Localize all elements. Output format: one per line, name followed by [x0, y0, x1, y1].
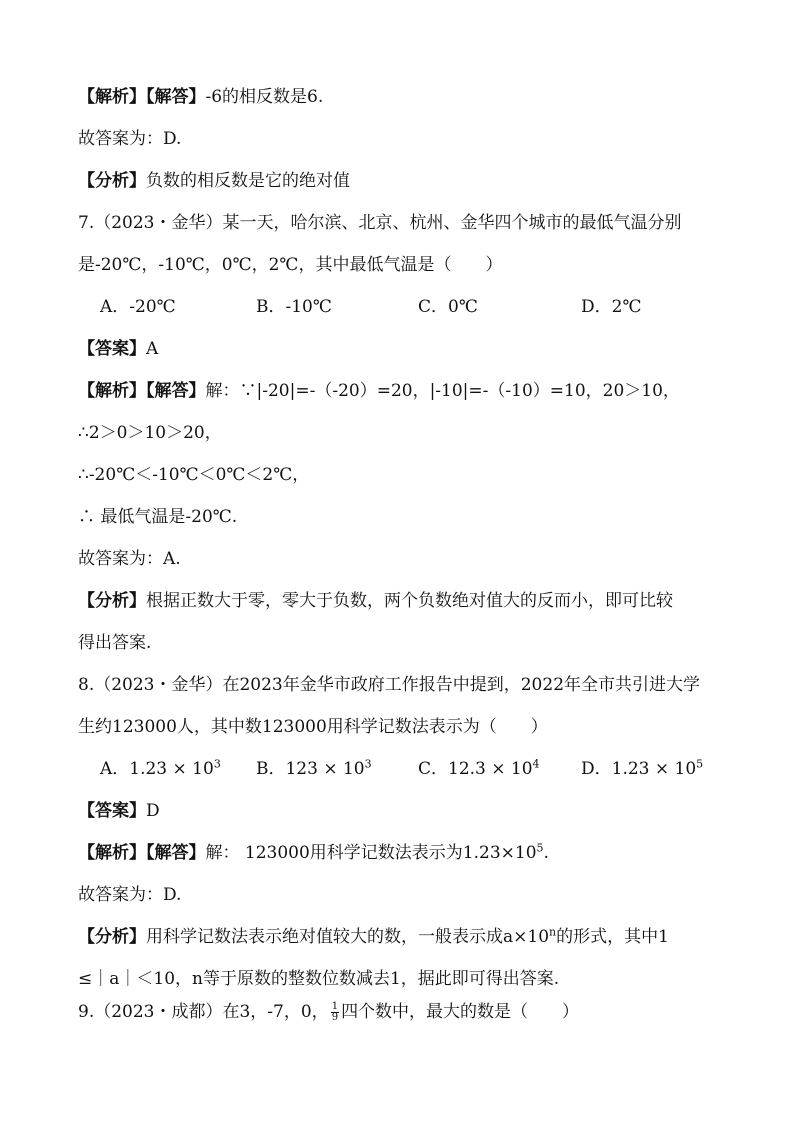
q7-solution-line4: ∴ 最低气温是-20℃.	[78, 507, 238, 527]
q8-answer-value: D	[146, 801, 160, 821]
analysis-note-text: 负数的相反数是它的绝对值	[146, 171, 350, 191]
question-7-stem-line1: 7.（2023・金华）某一天，哈尔滨、北京、杭州、金华四个城市的最低气温分别	[78, 213, 682, 233]
q8-option-d-base: D．1.23 × 10	[581, 759, 697, 779]
q8-solution-line1	[78, 842, 754, 864]
q8-analysis-text-a: 用科学记数法表示绝对值较大的数，一般表示成a×10	[146, 927, 550, 947]
q9-fraction	[331, 1002, 339, 1023]
q8-option-a-base: A．1.23 × 10	[100, 759, 214, 779]
q8-solution-exp: 5	[536, 841, 544, 855]
q8-option-c-base: C．12.3 × 10	[418, 759, 533, 779]
analysis-text: -6的相反数是6.	[205, 87, 324, 107]
q8-analysis-exp: n	[549, 925, 557, 939]
q7-analysis-line1	[78, 590, 754, 612]
q9-fraction-denominator: 9	[331, 1012, 339, 1023]
q7-answer-tag: 【答案】	[78, 339, 146, 359]
q8-analysis-tag: 【分析】	[78, 927, 146, 947]
q8-option-c	[418, 758, 540, 780]
q9-fraction-numerator: 1	[331, 1001, 339, 1012]
q7-solution-line2: ∴2＞0＞10＞20，	[78, 423, 222, 443]
q8-analysis-text-b: 的形式，其中1	[556, 927, 669, 947]
question-9-stem	[78, 1001, 754, 1023]
q8-solution-tag: 【解析】【解答】	[78, 843, 206, 863]
q7-option-b: B．-10℃	[256, 297, 332, 317]
q8-analysis-line2: ≤｜a｜＜10，n等于原数的整数位数减去1，据此即可得出答案.	[78, 969, 560, 989]
q8-option-d	[581, 758, 703, 780]
q8-answer-line	[78, 800, 754, 822]
q8-option-a	[100, 758, 221, 780]
q8-option-b	[256, 758, 372, 780]
q7-option-d: D．2℃	[581, 297, 642, 317]
q7-option-c: C．0℃	[418, 297, 478, 317]
q7-answer-value: A	[146, 339, 159, 359]
q7-conclusion: 故答案为：A.	[78, 549, 181, 569]
analysis-line	[78, 86, 754, 108]
q7-solution-tag: 【解析】【解答】	[78, 381, 206, 401]
q7-analysis-tag: 【分析】	[78, 591, 146, 611]
question-8-stem-line1: 8.（2023・金华）在2023年金华市政府工作报告中提到，2022年全市共引进大学	[78, 675, 701, 695]
analysis-note-line	[78, 170, 754, 192]
q8-option-d-exp: 5	[696, 757, 704, 771]
analysis-note-tag: 【分析】	[78, 171, 146, 191]
q8-solution-text: 解： 123000用科学记数法表示为1.23×10	[205, 843, 537, 863]
answer-conclusion: 故答案为：D.	[78, 129, 182, 149]
q8-option-b-base: B．123 × 10	[256, 759, 365, 779]
q7-solution-line3: ∴-20℃＜-10℃＜0℃＜2℃，	[78, 465, 310, 485]
q9-text-b: 四个数中，最大的数是（ ）	[341, 1002, 580, 1022]
q8-option-b-exp: 3	[364, 757, 372, 771]
question-8-stem-line2: 生约123000人，其中数123000用科学记数法表示为（ ）	[78, 717, 548, 737]
q7-analysis-text: 根据正数大于零，零大于负数，两个负数绝对值大的反而小，即可比较	[146, 591, 673, 611]
question-7-stem-line2: 是-20℃，-10℃，0℃，2℃，其中最低气温是（ ）	[78, 255, 503, 275]
q8-analysis-line1	[78, 926, 754, 948]
q7-solution-text: 解：∵|-20|=-（-20）=20，|-10|=-（-10）=10，20＞10，	[205, 381, 680, 401]
q8-option-a-exp: 3	[213, 757, 221, 771]
q7-option-a: A．-20℃	[100, 297, 176, 317]
q8-solution-end: .	[543, 843, 549, 863]
q7-analysis-line2: 得出答案.	[78, 633, 152, 653]
q7-answer-line	[78, 338, 754, 360]
q9-text-a: 9.（2023・成都）在3，-7，0，	[78, 1002, 329, 1022]
q8-answer-tag: 【答案】	[78, 801, 146, 821]
q7-solution-line1	[78, 380, 754, 402]
q8-option-c-exp: 4	[532, 757, 540, 771]
q8-conclusion: 故答案为：D.	[78, 885, 182, 905]
analysis-tag: 【解析】【解答】	[78, 87, 206, 107]
